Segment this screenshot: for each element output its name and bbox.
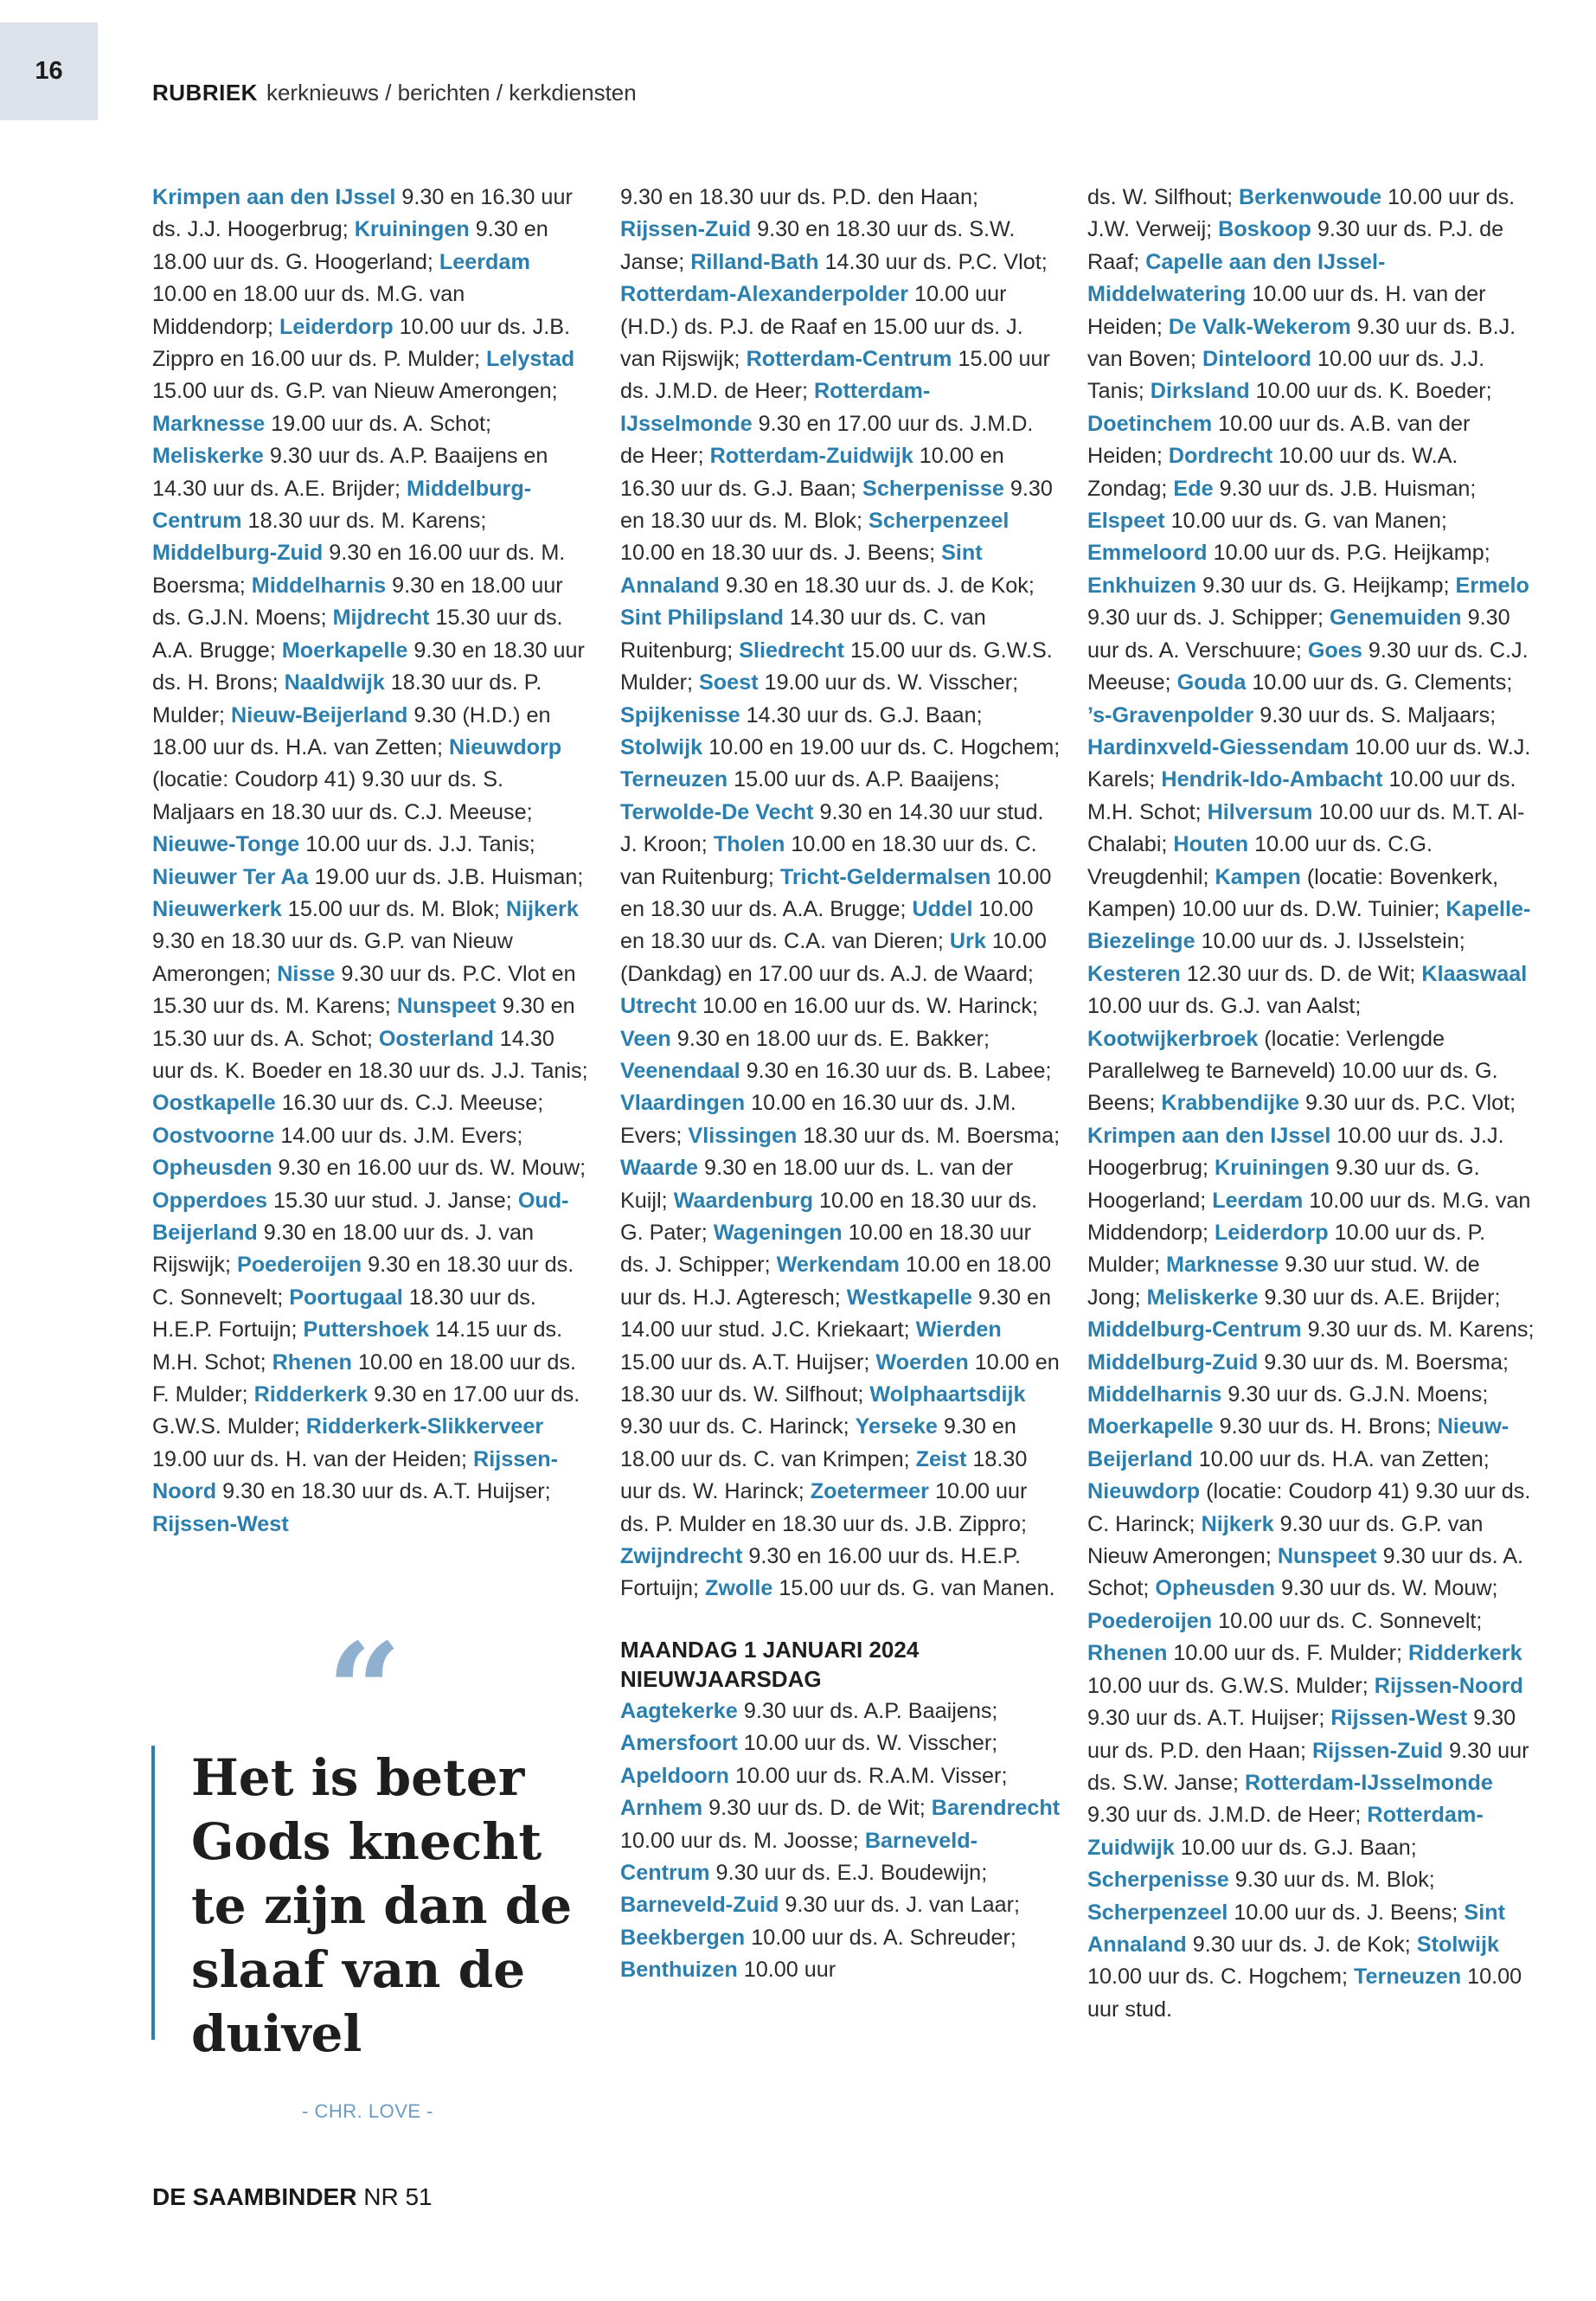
service-details: 9.30 uur ds. S.W. Janse; [1087, 1738, 1529, 1795]
service-details: 9.30 uur ds. J. Schipper; [1087, 606, 1330, 631]
church-name: Barendrecht [931, 1796, 1061, 1821]
church-name: Dirksland [1150, 379, 1250, 404]
church-name: Barneveld-Zuid [620, 1893, 779, 1918]
church-name: Terneuzen [620, 767, 728, 792]
service-details: 9.30 uur ds. D. de Wit; [702, 1796, 932, 1821]
service-details: 10.00 uur ds. M.G. van Middendorp; [1087, 1188, 1531, 1245]
service-details: 10.00 uur ds. P. Mulder; [1087, 1221, 1486, 1278]
service-details: 10.00 en 18.30 uur ds. J. Beens; [620, 541, 942, 566]
text-column-2 [620, 182, 1061, 1987]
church-name: Yerseke [855, 1414, 938, 1439]
church-name: Dinteloord [1202, 347, 1311, 372]
service-details: 10.00 uur ds. P. Mulder en 18.30 uur ds. J.B. Zippro; [620, 1479, 1028, 1536]
service-details: 9.30 uur ds. J.M.D. de Heer; [1087, 1803, 1368, 1828]
service-details: 9.30 en 18.30 uur ds. S.W. Janse; [620, 217, 1016, 274]
church-name: Rotterdam-Centrum [746, 347, 952, 372]
service-details: 9.30 uur ds. J. de Kok; [1186, 1932, 1417, 1957]
church-name: Kapelle-Biezelinge [1087, 896, 1531, 954]
service-details: 9.30 uur ds. A. Schot; [1087, 1544, 1524, 1601]
service-details: 10.00 en 18.30 uur ds. W. Silfhout; [620, 1349, 1060, 1407]
church-name: Vlissingen [688, 1123, 798, 1148]
church-name: Middelburg-Centrum [152, 476, 532, 534]
service-details: 9.30 uur ds. A.P. Baaijens; [737, 1698, 998, 1723]
service-details: 10.00 uur ds. G.J. van Aalst; [1087, 994, 1362, 1019]
church-name: Doetinchem [1087, 411, 1213, 436]
service-details: 10.00 uur ds. W. Visscher; [737, 1731, 998, 1756]
issue-number: NR 51 [356, 2183, 433, 2210]
service-details: 10.00 en 18.30 uur ds. A.A. Brugge; [620, 864, 1052, 921]
church-name: Rotterdam-Zuidwijk [1087, 1803, 1484, 1860]
service-listing [620, 1695, 1061, 1987]
service-details: 9.30 uur ds. J.B. Huisman; [1213, 476, 1477, 501]
service-details: 9.30 en 18.00 uur ds. L. van der Kuijl; [620, 1156, 1014, 1213]
page-number-box [0, 22, 98, 120]
service-details: 9.30 en 17.00 uur ds. J.M.D. de Heer; [620, 411, 1034, 469]
church-name: Scherpenzeel [869, 509, 1010, 534]
service-details: 9.30 uur ds. G.P. van Nieuw Amerongen; [1087, 1511, 1484, 1569]
church-name: Spijkenisse [620, 702, 740, 727]
service-details: ds. W. Silfhout; [1087, 185, 1239, 209]
service-details: 10.00 uur [737, 1958, 836, 1983]
service-details: (locatie: Coudorp 41) 9.30 uur ds. S. Maljaars en 18.30 uur ds. C.J. Meeuse; [152, 767, 533, 824]
church-name: Waardenburg [673, 1188, 813, 1213]
church-name: Emmeloord [1087, 541, 1208, 566]
church-name: Enkhuizen [1087, 573, 1196, 598]
service-details: 9.30 uur ds. P.J. de Raaf; [1087, 217, 1504, 274]
magazine-name: DE SAAMBINDER [152, 2183, 357, 2210]
text-column-3 [1087, 182, 1537, 2026]
church-name: Hilversum [1207, 799, 1313, 824]
church-name: Beekbergen [620, 1925, 746, 1950]
service-details: 9.30 uur ds. G. Heijkamp; [1195, 573, 1456, 598]
church-name: Middelburg-Zuid [1087, 1349, 1259, 1375]
church-name: Leerdam [439, 249, 530, 274]
service-details: 10.00 uur ds. J. IJsselstein; [1195, 929, 1465, 954]
service-details: 9.30 uur ds. C.J. Meeuse; [1087, 638, 1529, 695]
service-details: 9.30 en 15.30 uur ds. A. Schot; [152, 994, 575, 1051]
church-name: Puttershoek [303, 1317, 430, 1343]
service-details: 9.30 uur ds. A.E. Brijder; [1258, 1285, 1501, 1310]
church-name: Benthuizen [620, 1958, 738, 1983]
church-name: Krimpen aan den IJssel [152, 185, 396, 209]
service-details: 9.30 en 18.30 uur ds. C. Sonnevelt; [152, 1253, 574, 1310]
service-details: 10.00 en 18.30 uur ds. G. Pater; [620, 1188, 1038, 1245]
church-name: Gouda [1176, 670, 1247, 695]
text-column-1 [152, 182, 589, 1541]
church-name: Elspeet [1087, 509, 1165, 534]
church-name: Sint Annaland [620, 541, 983, 598]
church-name: Opheusden [1155, 1576, 1275, 1601]
service-details: 9.30 uur ds. G.J.N. Moens; [1221, 1382, 1489, 1407]
service-details: 10.00 uur ds. J.J. Tanis; [1087, 347, 1485, 404]
church-name: Genemuiden [1330, 606, 1462, 631]
service-details: 15.00 uur ds. M. Blok; [281, 896, 506, 921]
pullquote-author: - CHR. LOVE - [302, 2100, 433, 2122]
church-name: Goes [1307, 638, 1362, 663]
service-details: 9.30 uur ds. B.J. van Boven; [1087, 314, 1516, 372]
service-details: 10.00 uur ds. M.H. Schot; [1087, 767, 1516, 824]
church-name: Vlaardingen [620, 1091, 746, 1116]
service-details: 10.00 en 18.00 uur ds. M.G. van Middendorp; [152, 282, 465, 339]
church-name: Veenendaal [620, 1058, 740, 1083]
church-name: Poederoijen [236, 1253, 362, 1278]
service-details: 9.30 en 18.00 uur ds. J. van Rijswijk; [152, 1221, 535, 1278]
service-details: 10.00 uur ds. J.J. Tanis; [299, 832, 535, 857]
church-name: Marknesse [152, 411, 266, 436]
service-details: 10.00 en 16.00 uur ds. W. Harinck; [696, 994, 1038, 1019]
church-name: Utrecht [620, 994, 697, 1019]
service-details: 10.00 uur ds. J.J. Hoogerbrug; [1087, 1123, 1504, 1181]
service-details: 10.00 uur (H.D.) ds. P.J. de Raaf en 15.00 uur ds. J. van Rijswijk; [620, 282, 1023, 372]
service-details: 10.00 uur ds. P.G. Heijkamp; [1207, 541, 1490, 566]
service-details: 14.30 uur ds. P.C. Vlot; [818, 249, 1048, 274]
service-details: 15.30 uur ds. A.A. Brugge; [152, 606, 563, 663]
church-name: Tricht-Geldermalsen [779, 864, 991, 889]
service-details: 10.00 uur ds. K. Boeder; [1249, 379, 1492, 404]
church-name: Wolphaartsdijk [869, 1382, 1026, 1407]
service-details: 9.30 uur ds. H. Brons; [1213, 1414, 1438, 1439]
service-details: 9.30 (H.D.) en 18.00 uur ds. H.A. van Zetten; [152, 702, 551, 760]
church-name: ’s-Gravenpolder [1087, 702, 1254, 727]
church-name: Houten [1173, 832, 1249, 857]
church-name: Nunspeet [396, 994, 497, 1019]
church-name: Nunspeet [1277, 1544, 1377, 1569]
service-details: 9.30 uur ds. J. van Laar; [779, 1893, 1020, 1918]
service-details: (locatie: Verlengde Parallelweg te Barneveld) 10.00 uur ds. G. Beens; [1087, 1026, 1498, 1116]
church-name: Krimpen aan den IJssel [1087, 1123, 1331, 1148]
church-name: Nieuwe-Tonge [152, 832, 300, 857]
church-name: Amersfoort [620, 1731, 738, 1756]
pullquote [151, 1746, 573, 2063]
church-name: Opheusden [152, 1156, 272, 1181]
service-details: 15.00 uur ds. G.W.S. Mulder; [620, 638, 1053, 695]
service-details: 10.00 uur ds. W.J. Karels; [1087, 734, 1531, 792]
service-listing [152, 182, 589, 1541]
church-name: Boskoop [1218, 217, 1311, 242]
service-details: 9.30 uur stud. W. de Jong; [1087, 1253, 1480, 1310]
service-details: 10.00 uur ds. G.J. Baan; [1174, 1835, 1417, 1860]
service-details: 9.30 uur ds. A.P. Baaijens en 14.30 uur ds. A.E. Brijder; [152, 444, 548, 501]
church-name: Rilland-Bath [690, 249, 819, 274]
service-details: 9.30 en 18.30 uur ds. G.P. van Nieuw Amerongen; [152, 929, 513, 986]
service-details: 10.00 uur ds. J.B. Zippro en 16.00 uur ds. P. Mulder; [152, 314, 570, 372]
service-details: 9.30 en 16.00 uur ds. W. Mouw; [272, 1156, 586, 1181]
service-details: 9.30 uur ds. P.C. Vlot; [1298, 1091, 1516, 1116]
church-name: Sint Philipsland [620, 606, 784, 631]
service-details: 18.30 uur ds. M. Boersma; [797, 1123, 1061, 1148]
service-details: 10.00 en 18.30 uur ds. C.A. van Dieren; [620, 896, 1034, 954]
service-details: 9.30 en 18.00 uur ds. G. Hoogerland; [152, 217, 548, 274]
church-name: Zeist [915, 1446, 967, 1471]
church-name: Kruiningen [354, 217, 470, 242]
church-name: Barneveld-Centrum [620, 1828, 977, 1885]
church-name: Meliskerke [1146, 1285, 1259, 1310]
service-details: 9.30 en 18.30 uur ds. P.D. den Haan; [620, 185, 979, 209]
service-details: 18.30 uur ds. H.E.P. Fortuijn; [152, 1285, 536, 1343]
service-details: 9.30 en 18.30 uur ds. A.T. Huijser; [216, 1479, 551, 1504]
church-name: Rijssen-Zuid [1311, 1738, 1444, 1763]
service-details: 9.30 uur ds. C. Harinck; [620, 1414, 856, 1439]
service-listing [1087, 182, 1537, 2026]
service-details: 9.30 en 16.00 uur ds. H.E.P. Fortuijn; [620, 1544, 1021, 1601]
church-name: Nieuwer Ter Aa [152, 864, 309, 889]
church-name: Zoetermeer [810, 1479, 929, 1504]
church-name: Dordrecht [1168, 444, 1273, 469]
service-details: 10.00 uur ds. M. Joosse; [620, 1828, 865, 1853]
church-name: Ermelo [1455, 573, 1529, 598]
service-details: 14.30 uur ds. K. Boeder en 18.30 uur ds. J.J. Tanis; [152, 1026, 588, 1083]
church-name: Werkendam [776, 1253, 900, 1278]
service-details: 9.30 en 17.00 uur ds. G.W.S. Mulder; [152, 1382, 580, 1439]
service-details: 9.30 uur ds. A. Verschuure; [1087, 606, 1510, 663]
church-name: Rotterdam-IJsselmonde [1244, 1770, 1493, 1795]
church-name: Urk [949, 929, 986, 954]
service-details: 10.00 uur ds. R.A.M. Visser; [728, 1763, 1008, 1788]
service-details: 10.00 en 16.30 uur ds. G.J. Baan; [620, 444, 1004, 501]
church-name: Rhenen [272, 1349, 352, 1375]
service-details: 15.00 uur ds. J.M.D. de Heer; [620, 347, 1050, 404]
church-name: De Valk-Wekerom [1168, 314, 1351, 339]
church-name: Capelle aan den IJssel-Middelwatering [1087, 249, 1386, 307]
service-details: 15.00 uur ds. A.P. Baaijens; [727, 767, 1000, 792]
service-details: 15.00 uur ds. G.P. van Nieuw Amerongen; [152, 379, 558, 404]
service-details: 10.00 en 18.30 uur ds. J. Schipper; [620, 1221, 1032, 1278]
church-name: Poederoijen [1087, 1608, 1213, 1633]
service-details: (locatie: Bovenkerk, Kampen) 10.00 uur ds. D.W. Tuinier; [1087, 864, 1499, 921]
church-name: Rijssen-Zuid [620, 217, 752, 242]
church-name: Kesteren [1087, 961, 1181, 986]
service-details: 19.00 uur ds. A. Schot; [265, 411, 492, 436]
service-details: 10.00 uur ds. H. van der Heiden; [1087, 282, 1486, 339]
church-name: Terneuzen [1354, 1965, 1462, 1990]
service-details: 10.00 en 19.00 uur ds. C. Hogchem; [702, 734, 1061, 760]
church-name: Rotterdam-Alexanderpolder [620, 282, 909, 307]
church-name: Ede [1173, 476, 1214, 501]
service-details: 10.00 uur ds. G. van Manen; [1164, 509, 1447, 534]
church-name: Opperdoes [152, 1188, 267, 1213]
section-heading [620, 1635, 1061, 1694]
church-name: Nijkerk [505, 896, 579, 921]
church-name: Apeldoorn [620, 1763, 729, 1788]
church-name: Nieuw-Beijerland [231, 702, 408, 727]
service-details: 9.30 en 16.30 uur ds. B. Labee; [740, 1058, 1052, 1083]
service-details: 19.00 uur ds. H. van der Heiden; [152, 1446, 474, 1471]
service-details: 9.30 uur ds. A.T. Huijser; [1087, 1706, 1331, 1731]
church-name: Terwolde-De Vecht [620, 799, 814, 824]
section-subtitle: kerknieuws / berichten / kerkdiensten [266, 80, 637, 106]
church-name: Zwijndrecht [620, 1544, 743, 1569]
service-details: 15.00 uur ds. A.T. Huijser; [620, 1349, 876, 1375]
church-name: Nieuwerkerk [152, 896, 282, 921]
church-name: Sint Annaland [1087, 1900, 1505, 1957]
church-name: Soest [699, 670, 759, 695]
section-heading-line: MAANDAG 1 JANUARI 2024 [620, 1636, 920, 1663]
service-details: 10.00 uur ds. C. Hogchem; [1087, 1965, 1355, 1990]
service-details: 9.30 en 18.00 uur ds. G.J.N. Moens; [152, 573, 563, 631]
service-details: 14.30 uur ds. C. van Ruitenburg; [620, 606, 986, 663]
service-details: 14.15 uur ds. M.H. Schot; [152, 1317, 563, 1375]
church-name: Nieuwdorp [1087, 1479, 1201, 1504]
church-name: Hendrik-Ido-Ambacht [1161, 767, 1383, 792]
church-name: Wageningen [713, 1221, 843, 1245]
church-name: Rijssen-Noord [152, 1446, 559, 1504]
service-details: 19.00 uur ds. J.B. Huisman; [308, 864, 584, 889]
service-details: 19.00 uur ds. W. Visscher; [758, 670, 1019, 695]
service-details: 9.30 en 14.00 uur stud. J.C. Kriekaart; [620, 1285, 1051, 1343]
church-name: Stolwijk [1416, 1932, 1499, 1957]
church-name: Kruiningen [1215, 1156, 1330, 1181]
church-name: Nieuw-Beijerland [1087, 1414, 1509, 1471]
service-details: 9.30 en 18.30 uur ds. J. de Kok; [719, 573, 1035, 598]
service-details: 10.00 uur ds. C. Sonnevelt; [1212, 1608, 1483, 1633]
church-name: Moerkapelle [281, 638, 408, 663]
service-details: 10.00 uur ds. A. Schreuder; [745, 1925, 1016, 1950]
church-name: Zwolle [704, 1576, 773, 1601]
church-name: Moerkapelle [1087, 1414, 1214, 1439]
section-heading-line: NIEUWJAARSDAG [620, 1665, 822, 1692]
church-name: Scherpenisse [862, 476, 1004, 501]
service-details: 9.30 en 16.30 uur ds. J.J. Hoogerbrug; [152, 185, 573, 242]
pullquote-text: Het is beter Gods knecht te zijn dan de slaaf van de duivel [191, 1748, 573, 2063]
service-details: 14.00 uur ds. J.M. Evers; [274, 1123, 523, 1148]
church-name: Leiderdorp [1215, 1221, 1329, 1245]
service-details: 9.30 uur ds. E.J. Boudewijn; [709, 1860, 988, 1885]
service-details: 10.00 en 18.30 uur ds. C. van Ruitenburg; [620, 832, 1037, 889]
service-details: 10.00 uur ds. J. Beens; [1227, 1900, 1465, 1925]
quote-mark-icon: “ [327, 1615, 402, 1767]
church-name: Poortugaal [289, 1285, 403, 1310]
church-name: Nieuwdorp [449, 734, 562, 760]
service-details: 9.30 en 18.00 uur ds. E. Bakker; [670, 1026, 990, 1051]
church-name: Oostvoorne [152, 1123, 275, 1148]
service-details: 18.30 uur ds. M. Karens; [241, 509, 487, 534]
church-name: Arnhem [620, 1796, 703, 1821]
service-details: 9.30 uur ds. M. Karens; [1301, 1317, 1535, 1343]
church-name: Sliedrecht [739, 638, 844, 663]
church-name: Ridderkerk-Slikkerveer [305, 1414, 544, 1439]
church-name: Leerdam [1212, 1188, 1304, 1213]
church-name: Meliskerke [152, 444, 264, 469]
service-details: 14.30 uur ds. G.J. Baan; [740, 702, 983, 727]
church-name: Berkenwoude [1238, 185, 1382, 209]
service-details: 16.30 uur ds. C.J. Meeuse; [275, 1091, 544, 1116]
service-details: 9.30 en 18.30 uur ds. M. Blok; [620, 476, 1053, 534]
service-details: 10.00 uur ds. M.T. Al-Chalabi; [1087, 799, 1525, 857]
section-header [152, 80, 637, 106]
service-details: 10.00 uur ds. G.W.S. Mulder; [1087, 1673, 1375, 1698]
church-name: Westkapelle [846, 1285, 972, 1310]
service-listing [620, 182, 1061, 1606]
church-name: Kootwijkerbroek [1087, 1026, 1259, 1051]
church-name: Klaaswaal [1421, 961, 1528, 986]
service-details: 10.00 uur ds. W.A. Zondag; [1087, 444, 1458, 501]
church-name: Rijssen-Noord [1374, 1673, 1523, 1698]
section-label: RUBRIEK [152, 80, 258, 106]
page-number: 16 [35, 57, 63, 85]
church-name: Scherpenisse [1087, 1868, 1229, 1893]
church-name: Nisse [277, 961, 336, 986]
church-name: Middelburg-Zuid [152, 541, 324, 566]
service-details: 10.00 en 16.30 uur ds. J.M. Evers; [620, 1091, 1016, 1148]
service-details: 9.30 uur ds. M. Blok; [1228, 1868, 1435, 1893]
service-details: 9.30 en 18.00 uur ds. C. van Krimpen; [620, 1414, 1016, 1471]
service-details: 10.00 en 18.00 uur ds. H.J. Agteresch; [620, 1253, 1051, 1310]
church-name: Oostkapelle [152, 1091, 276, 1116]
church-name: Kampen [1215, 864, 1301, 889]
church-name: Mijdrecht [332, 606, 430, 631]
service-details: 9.30 en 16.00 uur ds. M. Boersma; [152, 541, 566, 598]
church-name: Middelburg-Centrum [1087, 1317, 1302, 1343]
church-name: Hardinxveld-Giessendam [1087, 734, 1349, 760]
service-details: 18.30 uur ds. P. Mulder; [152, 670, 542, 727]
service-details: 12.30 uur ds. D. de Wit; [1180, 961, 1422, 986]
church-name: Tholen [713, 832, 785, 857]
service-details: 9.30 uur ds. S. Maljaars; [1253, 702, 1497, 727]
church-name: Oosterland [378, 1026, 494, 1051]
service-details: 9.30 uur ds. P.C. Vlot en 15.30 uur ds. M. Karens; [152, 961, 576, 1019]
church-name: Marknesse [1166, 1253, 1279, 1278]
service-details: 10.00 uur ds. G. Clements; [1246, 670, 1513, 695]
church-name: Krabbendijke [1161, 1091, 1299, 1116]
service-details: 9.30 en 18.30 uur ds. H. Brons; [152, 638, 585, 695]
church-name: Stolwijk [620, 734, 703, 760]
church-name: Uddel [912, 896, 973, 921]
service-details: 10.00 uur ds. A.B. van der Heiden; [1087, 411, 1471, 469]
church-name: Scherpenzeel [1087, 1900, 1228, 1925]
service-details: 9.30 uur ds. W. Mouw; [1274, 1576, 1498, 1601]
church-name: Ridderkerk [1407, 1641, 1522, 1666]
service-details: 9.30 uur ds. G. Hoogerland; [1087, 1156, 1480, 1213]
service-details: 9.30 uur ds. M. Boersma; [1258, 1349, 1509, 1375]
church-name: Woerden [875, 1349, 969, 1375]
church-name: Middelharnis [251, 573, 387, 598]
service-details: 10.00 (Dankdag) en 17.00 uur ds. A.J. de Waard; [620, 929, 1047, 986]
church-name: Nijkerk [1201, 1511, 1274, 1536]
church-name: Wierden [915, 1317, 1002, 1343]
church-name: Waarde [620, 1156, 699, 1181]
footer [152, 2183, 433, 2211]
church-name: Rijssen-West [1330, 1706, 1468, 1731]
church-name: Naaldwijk [284, 670, 385, 695]
service-details: 9.30 en 14.30 uur stud. J. Kroon; [620, 799, 1044, 857]
service-details: 10.00 uur ds. H.A. van Zetten; [1192, 1446, 1490, 1471]
church-name: Rhenen [1087, 1641, 1168, 1666]
church-name: Rotterdam-Zuidwijk [709, 444, 913, 469]
church-name: Middelharnis [1087, 1382, 1222, 1407]
church-name: Aagtekerke [620, 1698, 738, 1723]
service-details: (locatie: Coudorp 41) 9.30 uur ds. C. Harinck; [1087, 1479, 1531, 1536]
church-name: Lelystad [485, 347, 575, 372]
service-details: 18.30 uur ds. W. Harinck; [620, 1446, 1028, 1504]
church-name: Veen [620, 1026, 671, 1051]
church-name: Ridderkerk [253, 1382, 369, 1407]
service-details: 10.00 uur stud. [1087, 1965, 1522, 2022]
service-details: 10.00 uur ds. C.G. Vreugdenhil; [1087, 832, 1433, 889]
service-details: 15.30 uur stud. J. Janse; [266, 1188, 518, 1213]
service-details: 10.00 en 18.00 uur ds. F. Mulder; [152, 1349, 577, 1407]
service-details: 9.30 uur ds. P.D. den Haan; [1087, 1706, 1516, 1763]
church-name: Rotterdam-IJsselmonde [620, 379, 931, 436]
service-details: 10.00 uur ds. F. Mulder; [1167, 1641, 1408, 1666]
service-details: 10.00 uur ds. J.W. Verweij; [1087, 185, 1516, 242]
service-details: 15.00 uur ds. G. van Manen. [772, 1576, 1055, 1601]
church-name: Rijssen-West [152, 1511, 289, 1536]
church-name: Leiderdorp [279, 314, 394, 339]
church-name: Oud-Beijerland [152, 1188, 569, 1245]
